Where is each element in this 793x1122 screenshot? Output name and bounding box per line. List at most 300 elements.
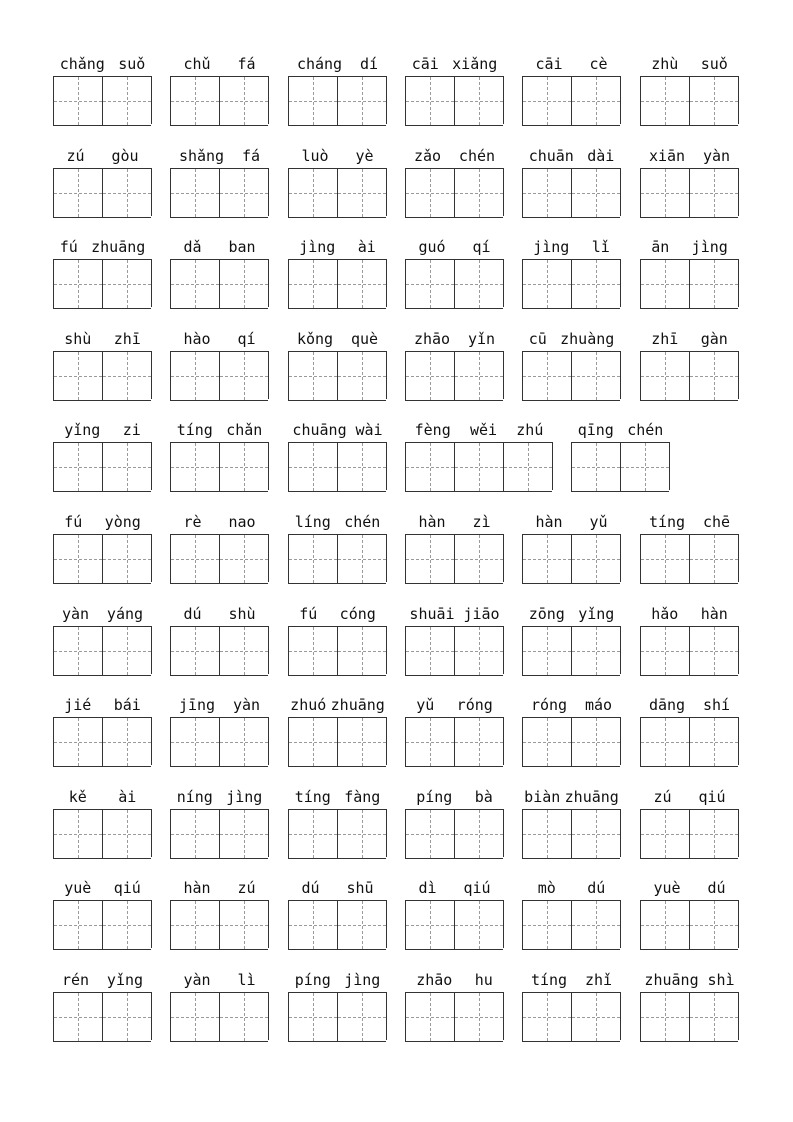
writing-grid	[288, 717, 387, 765]
writing-grid	[170, 168, 269, 216]
pinyin-label	[170, 875, 269, 897]
pinyin-syllable: zhú	[516, 421, 544, 439]
pinyin-label	[170, 143, 269, 165]
tianzige-cell[interactable]	[170, 717, 219, 767]
tianzige-cell[interactable]	[170, 76, 219, 126]
tianzige-cell[interactable]	[689, 992, 738, 1042]
pinyin-syllable: dì	[418, 879, 437, 897]
tianzige-cell[interactable]	[405, 992, 454, 1042]
tianzige-cell[interactable]	[689, 534, 738, 584]
word-item	[405, 601, 504, 681]
word-item	[640, 601, 739, 681]
word-row	[0, 326, 793, 406]
tianzige-cell[interactable]	[640, 351, 689, 401]
word-item	[288, 692, 387, 772]
pinyin-syllable: zhuāng	[91, 238, 146, 256]
tianzige-cell[interactable]	[689, 809, 738, 859]
tianzige-cell[interactable]	[454, 351, 503, 401]
tianzige-cell[interactable]	[219, 900, 268, 950]
tianzige-cell[interactable]	[288, 76, 337, 126]
word-item	[53, 51, 152, 131]
tianzige-cell[interactable]	[522, 168, 571, 218]
pinyin-syllable: fèng	[414, 421, 451, 439]
tianzige-cell[interactable]	[219, 351, 268, 401]
tianzige-cell[interactable]	[503, 442, 552, 492]
tianzige-cell[interactable]	[170, 900, 219, 950]
tianzige-cell[interactable]	[102, 717, 151, 767]
tianzige-cell[interactable]	[454, 626, 503, 676]
pinyin-syllable: jìng	[299, 238, 336, 256]
tianzige-cell[interactable]	[522, 259, 571, 309]
writing-grid	[640, 259, 739, 307]
tianzige-cell[interactable]	[454, 534, 503, 584]
writing-grid	[170, 717, 269, 765]
tianzige-cell[interactable]	[288, 259, 337, 309]
pinyin-syllable: píng	[416, 788, 453, 806]
writing-grid	[53, 992, 152, 1040]
pinyin-syllable: zì	[472, 513, 491, 531]
tianzige-cell[interactable]	[337, 76, 386, 126]
pinyin-label	[53, 601, 152, 623]
tianzige-cell[interactable]	[53, 626, 102, 676]
tianzige-cell[interactable]	[571, 259, 620, 309]
pinyin-syllable: píng	[294, 971, 331, 989]
tianzige-cell[interactable]	[689, 168, 738, 218]
word-item	[640, 234, 739, 314]
tianzige-cell[interactable]	[170, 992, 219, 1042]
tianzige-cell[interactable]	[170, 168, 219, 218]
pinyin-syllable: jìng	[533, 238, 570, 256]
writing-grid	[288, 992, 387, 1040]
tianzige-cell[interactable]	[405, 900, 454, 950]
tianzige-cell[interactable]	[288, 900, 337, 950]
word-item	[288, 143, 387, 223]
writing-grid	[405, 168, 504, 216]
tianzige-cell[interactable]	[571, 900, 620, 950]
tianzige-cell[interactable]	[405, 259, 454, 309]
pinyin-syllable: wài	[355, 421, 383, 439]
tianzige-cell[interactable]	[170, 259, 219, 309]
word-item	[522, 875, 621, 955]
tianzige-cell[interactable]	[53, 717, 102, 767]
pinyin-syllable: yàn	[702, 147, 731, 165]
writing-grid	[640, 626, 739, 674]
pinyin-syllable: mò	[537, 879, 556, 897]
writing-grid	[170, 442, 269, 490]
pinyin-syllable: jìng	[691, 238, 728, 256]
pinyin-label	[170, 509, 269, 531]
tianzige-cell[interactable]	[337, 259, 386, 309]
word-item	[522, 784, 621, 864]
tianzige-cell[interactable]	[522, 626, 571, 676]
word-item	[170, 234, 269, 314]
tianzige-cell[interactable]	[689, 717, 738, 767]
pinyin-syllable: yàn	[61, 605, 90, 623]
tianzige-cell[interactable]	[405, 717, 454, 767]
pinyin-label	[640, 784, 739, 806]
pinyin-syllable: qiú	[463, 879, 491, 897]
tianzige-cell[interactable]	[288, 992, 337, 1042]
tianzige-cell[interactable]	[170, 626, 219, 676]
writing-grid	[288, 168, 387, 216]
tianzige-cell[interactable]	[640, 717, 689, 767]
tianzige-cell[interactable]	[337, 809, 386, 859]
tianzige-cell[interactable]	[170, 442, 219, 492]
pinyin-syllable: chén	[627, 421, 664, 439]
word-item	[640, 875, 739, 955]
pinyin-syllable: máo	[584, 696, 613, 714]
pinyin-label	[640, 601, 739, 623]
tianzige-cell[interactable]	[102, 809, 151, 859]
word-row	[0, 967, 793, 1047]
tianzige-cell[interactable]	[288, 809, 337, 859]
tianzige-cell[interactable]	[170, 809, 219, 859]
tianzige-cell[interactable]	[170, 534, 219, 584]
pinyin-syllable: zhù	[651, 55, 679, 73]
pinyin-syllable: zhāo	[413, 330, 451, 348]
pinyin-syllable: zú	[66, 147, 85, 165]
pinyin-label	[288, 51, 387, 73]
word-item	[53, 326, 152, 406]
pinyin-syllable: róng	[456, 696, 493, 714]
tianzige-cell[interactable]	[571, 809, 620, 859]
pinyin-syllable: bà	[474, 788, 493, 806]
tianzige-cell[interactable]	[522, 809, 571, 859]
pinyin-syllable: chǎng	[59, 55, 105, 73]
pinyin-label	[288, 875, 387, 897]
word-item	[170, 875, 269, 955]
tianzige-cell[interactable]	[571, 442, 620, 492]
tianzige-cell[interactable]	[405, 626, 454, 676]
pinyin-label	[53, 143, 152, 165]
tianzige-cell[interactable]	[170, 351, 219, 401]
pinyin-syllable: xiǎng	[452, 55, 498, 73]
pinyin-label	[522, 326, 621, 348]
tianzige-cell[interactable]	[454, 76, 503, 126]
writing-grid	[53, 717, 152, 765]
tianzige-cell[interactable]	[219, 809, 268, 859]
tianzige-cell[interactable]	[337, 626, 386, 676]
pinyin-label	[640, 234, 739, 256]
word-item	[522, 326, 621, 406]
pinyin-syllable: zi	[122, 421, 141, 439]
pinyin-syllable: wěi	[469, 421, 498, 439]
pinyin-syllable: zú	[653, 788, 672, 806]
pinyin-syllable: jié	[64, 696, 92, 714]
pinyin-syllable: yǔ	[589, 513, 608, 531]
tianzige-cell[interactable]	[405, 168, 454, 218]
tianzige-cell[interactable]	[288, 442, 337, 492]
pinyin-label	[405, 875, 504, 897]
pinyin-syllable: rè	[183, 513, 202, 531]
tianzige-cell[interactable]	[640, 626, 689, 676]
pinyin-syllable: chuān	[528, 147, 574, 165]
pinyin-syllable: zhǐ	[584, 971, 613, 989]
tianzige-cell[interactable]	[454, 717, 503, 767]
tianzige-cell[interactable]	[337, 168, 386, 218]
tianzige-cell[interactable]	[53, 168, 102, 218]
word-item	[53, 417, 152, 497]
tianzige-cell[interactable]	[405, 351, 454, 401]
writing-grid	[288, 351, 387, 399]
pinyin-label	[405, 417, 553, 439]
tianzige-cell[interactable]	[337, 992, 386, 1042]
pinyin-syllable: hàn	[535, 513, 563, 531]
writing-grid	[405, 259, 504, 307]
tianzige-cell[interactable]	[102, 900, 151, 950]
pinyin-syllable: hàn	[183, 879, 211, 897]
word-item	[288, 234, 387, 314]
pinyin-label	[522, 234, 621, 256]
pinyin-label	[640, 692, 739, 714]
tianzige-cell[interactable]	[337, 717, 386, 767]
word-item	[53, 143, 152, 223]
tianzige-cell[interactable]	[288, 351, 337, 401]
tianzige-cell[interactable]	[219, 534, 268, 584]
tianzige-cell[interactable]	[53, 76, 102, 126]
pinyin-label	[170, 51, 269, 73]
pinyin-syllable: zōng	[528, 605, 565, 623]
tianzige-cell[interactable]	[454, 168, 503, 218]
writing-grid	[405, 534, 504, 582]
pinyin-label	[53, 967, 152, 989]
writing-grid	[53, 442, 152, 490]
tianzige-cell[interactable]	[219, 992, 268, 1042]
tianzige-cell[interactable]	[337, 351, 386, 401]
tianzige-cell[interactable]	[571, 534, 620, 584]
tianzige-cell[interactable]	[53, 259, 102, 309]
tianzige-cell[interactable]	[288, 626, 337, 676]
tianzige-cell[interactable]	[53, 534, 102, 584]
pinyin-syllable: guó	[418, 238, 446, 256]
writing-grid	[53, 76, 152, 124]
pinyin-label	[170, 967, 269, 989]
tianzige-cell[interactable]	[219, 259, 268, 309]
tianzige-cell[interactable]	[337, 534, 386, 584]
pinyin-syllable: jīng	[178, 696, 216, 714]
pinyin-syllable: hǎo	[651, 605, 679, 623]
tianzige-cell[interactable]	[522, 992, 571, 1042]
tianzige-cell[interactable]	[689, 259, 738, 309]
pinyin-syllable: yuè	[64, 879, 92, 897]
pinyin-label	[170, 326, 269, 348]
pinyin-label	[288, 784, 387, 806]
writing-grid	[288, 900, 387, 948]
tianzige-cell[interactable]	[454, 900, 503, 950]
word-item	[288, 967, 387, 1047]
word-item	[288, 417, 387, 497]
tianzige-cell[interactable]	[522, 351, 571, 401]
pinyin-label	[53, 875, 152, 897]
writing-grid	[522, 809, 621, 857]
pinyin-label	[53, 509, 152, 531]
pinyin-label	[405, 234, 504, 256]
tianzige-cell[interactable]	[640, 992, 689, 1042]
tianzige-cell[interactable]	[53, 992, 102, 1042]
tianzige-cell[interactable]	[219, 442, 268, 492]
pinyin-label	[405, 509, 504, 531]
tianzige-cell[interactable]	[102, 626, 151, 676]
pinyin-label	[288, 234, 387, 256]
pinyin-syllable: yàn	[232, 696, 261, 714]
tianzige-cell[interactable]	[571, 168, 620, 218]
pinyin-syllable: qiú	[698, 788, 726, 806]
tianzige-cell[interactable]	[405, 534, 454, 584]
writing-grid	[288, 259, 387, 307]
pinyin-syllable: zhuó	[290, 696, 327, 714]
pinyin-label	[640, 967, 739, 989]
pinyin-label	[288, 692, 387, 714]
writing-grid	[170, 259, 269, 307]
pinyin-syllable: yè	[355, 147, 374, 165]
pinyin-syllable: chuāng	[292, 421, 347, 439]
pinyin-syllable: qīng	[577, 421, 614, 439]
writing-grid	[170, 351, 269, 399]
tianzige-cell[interactable]	[219, 168, 268, 218]
pinyin-syllable: ān	[651, 238, 670, 256]
tianzige-cell[interactable]	[405, 76, 454, 126]
writing-grid	[640, 992, 739, 1040]
tianzige-cell[interactable]	[53, 809, 102, 859]
pinyin-syllable: hu	[474, 971, 493, 989]
pinyin-syllable: xiān	[648, 147, 686, 165]
word-item	[170, 967, 269, 1047]
pinyin-label	[288, 509, 387, 531]
tianzige-cell[interactable]	[454, 442, 503, 492]
tianzige-cell[interactable]	[620, 442, 669, 492]
tianzige-cell[interactable]	[102, 168, 151, 218]
tianzige-cell[interactable]	[454, 259, 503, 309]
tianzige-cell[interactable]	[102, 442, 151, 492]
word-item	[170, 417, 269, 497]
tianzige-cell[interactable]	[640, 168, 689, 218]
tianzige-cell[interactable]	[219, 626, 268, 676]
writing-grid	[405, 351, 504, 399]
tianzige-cell[interactable]	[571, 992, 620, 1042]
word-item	[288, 784, 387, 864]
pinyin-syllable: lǐ	[591, 238, 610, 256]
tianzige-cell[interactable]	[102, 76, 151, 126]
pinyin-syllable: chén	[458, 147, 496, 165]
pinyin-label	[522, 601, 621, 623]
pinyin-label	[288, 143, 387, 165]
pinyin-syllable: shù	[64, 330, 92, 348]
tianzige-cell[interactable]	[53, 442, 102, 492]
tianzige-cell[interactable]	[337, 900, 386, 950]
tianzige-cell[interactable]	[53, 351, 102, 401]
pinyin-syllable: yáng	[106, 605, 144, 623]
pinyin-syllable: dǎ	[183, 238, 202, 256]
tianzige-cell[interactable]	[571, 76, 620, 126]
writing-grid	[522, 168, 621, 216]
tianzige-cell[interactable]	[640, 809, 689, 859]
tianzige-cell[interactable]	[454, 992, 503, 1042]
writing-grid	[522, 351, 621, 399]
tianzige-cell[interactable]	[522, 717, 571, 767]
tianzige-cell[interactable]	[689, 626, 738, 676]
pinyin-label	[288, 601, 387, 623]
word-item	[170, 509, 269, 589]
tianzige-cell[interactable]	[640, 534, 689, 584]
tianzige-cell[interactable]	[640, 259, 689, 309]
pinyin-syllable: chē	[702, 513, 731, 531]
tianzige-cell[interactable]	[288, 168, 337, 218]
tianzige-cell[interactable]	[405, 442, 454, 492]
writing-grid	[53, 809, 152, 857]
tianzige-cell[interactable]	[522, 76, 571, 126]
word-item	[405, 875, 504, 955]
word-item	[53, 784, 152, 864]
word-row	[0, 417, 793, 497]
word-item	[288, 601, 387, 681]
tianzige-cell[interactable]	[522, 534, 571, 584]
word-item	[522, 692, 621, 772]
writing-grid	[405, 717, 504, 765]
writing-grid	[405, 626, 504, 674]
writing-grid	[53, 168, 152, 216]
tianzige-cell[interactable]	[219, 76, 268, 126]
pinyin-syllable: zhāo	[416, 971, 453, 989]
tianzige-cell[interactable]	[454, 809, 503, 859]
word-row	[0, 234, 793, 314]
tianzige-cell[interactable]	[102, 259, 151, 309]
tianzige-cell[interactable]	[102, 992, 151, 1042]
pinyin-syllable: yǐng	[578, 605, 615, 623]
tianzige-cell[interactable]	[640, 900, 689, 950]
tianzige-cell[interactable]	[102, 534, 151, 584]
tianzige-cell[interactable]	[571, 717, 620, 767]
pinyin-syllable: zhuāng	[644, 971, 699, 989]
tianzige-cell[interactable]	[689, 351, 738, 401]
tianzige-cell[interactable]	[571, 351, 620, 401]
pinyin-label	[170, 601, 269, 623]
tianzige-cell[interactable]	[288, 534, 337, 584]
pinyin-syllable: ban	[228, 238, 256, 256]
word-row	[0, 875, 793, 955]
word-item	[170, 326, 269, 406]
pinyin-syllable: líng	[294, 513, 331, 531]
tianzige-cell[interactable]	[640, 76, 689, 126]
tianzige-cell[interactable]	[337, 442, 386, 492]
pinyin-syllable: gàn	[700, 330, 728, 348]
pinyin-syllable: cè	[589, 55, 608, 73]
pinyin-syllable: què	[350, 330, 379, 348]
word-item	[640, 51, 739, 131]
pinyin-label	[405, 143, 504, 165]
pinyin-syllable: róng	[530, 696, 568, 714]
pinyin-syllable: shǎng	[178, 147, 225, 165]
tianzige-cell[interactable]	[219, 717, 268, 767]
tianzige-cell[interactable]	[522, 900, 571, 950]
word-item	[288, 326, 387, 406]
tianzige-cell[interactable]	[288, 717, 337, 767]
tianzige-cell[interactable]	[102, 351, 151, 401]
pinyin-label	[170, 784, 269, 806]
writing-grid	[640, 900, 739, 948]
writing-grid	[170, 992, 269, 1040]
writing-grid	[405, 442, 553, 490]
pinyin-syllable: chén	[344, 513, 381, 531]
tianzige-cell[interactable]	[571, 626, 620, 676]
tianzige-cell[interactable]	[53, 900, 102, 950]
pinyin-syllable: zhī	[113, 330, 141, 348]
pinyin-label	[53, 326, 152, 348]
pinyin-label	[288, 326, 387, 348]
tianzige-cell[interactable]	[405, 809, 454, 859]
writing-grid	[405, 809, 504, 857]
tianzige-cell[interactable]	[689, 900, 738, 950]
tianzige-cell[interactable]	[689, 76, 738, 126]
